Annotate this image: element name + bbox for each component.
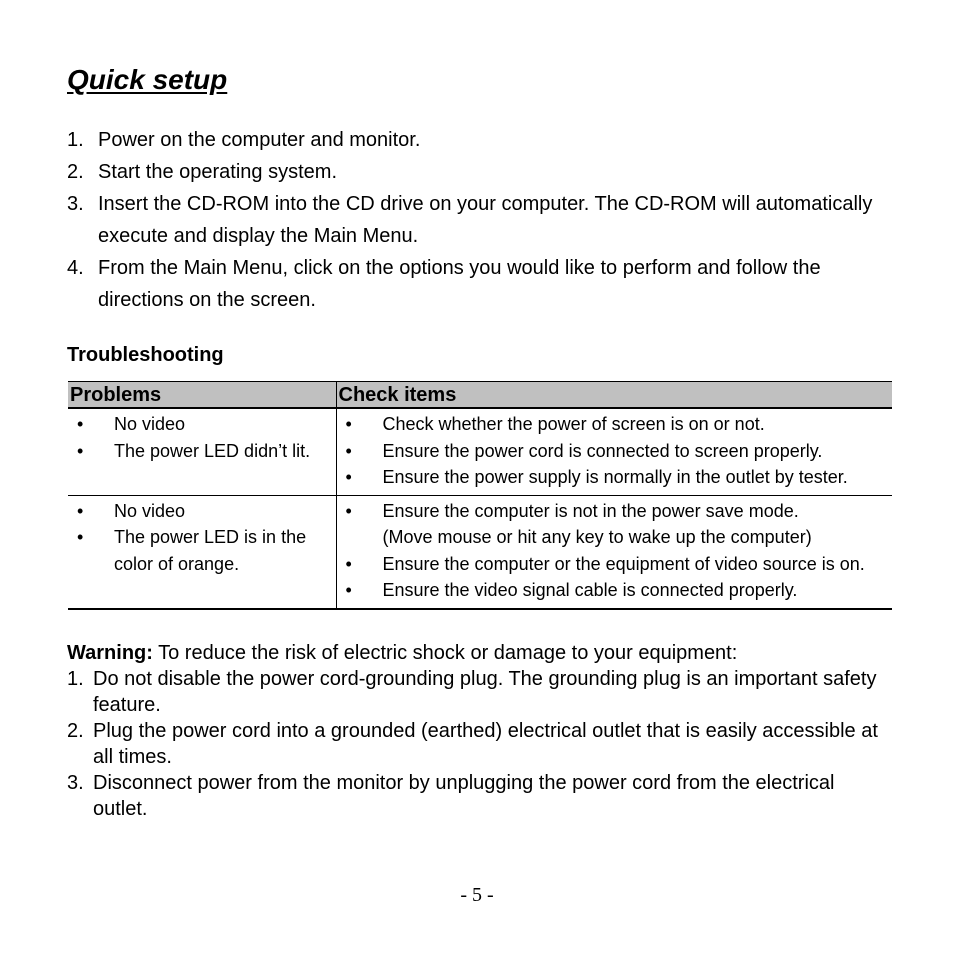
bullet-icon: • (77, 527, 84, 547)
warning-item (67, 666, 887, 718)
problems-cell (68, 408, 336, 495)
warning-item-text: Plug the power cord into a grounded (earthed) electrical outlet that is easily accessible at all times. (93, 720, 878, 768)
warning-intro-text: To reduce the risk of electric shock or damage to your equipment: (152, 642, 738, 664)
check-text: Check whether the power of screen is on or not. (382, 414, 765, 434)
setup-step (67, 156, 887, 188)
bullet-icon: • (345, 440, 352, 461)
warning-item (67, 718, 887, 770)
column-header-problems: Problems (68, 382, 336, 409)
list-item (337, 498, 893, 551)
list-item (68, 411, 336, 438)
column-header-check-items: Check items (336, 382, 892, 409)
setup-step (67, 188, 887, 252)
step-number: 2. (67, 161, 84, 183)
list-item (68, 524, 336, 577)
bullet-icon: • (77, 440, 84, 461)
bullet-icon: • (345, 580, 352, 600)
problem-text: No video (114, 500, 186, 521)
problem-text: The power LED didn’t lit. (114, 440, 311, 461)
step-text: From the Main Menu, click on the options you would like to perform and follow the directions on the screen. (98, 257, 821, 311)
setup-step (67, 124, 887, 156)
list-item (68, 438, 336, 465)
check-text: Ensure the power supply is normally in the outlet by tester. (382, 467, 848, 487)
check-text: Ensure the computer or the equipment of video source is on. (382, 553, 865, 574)
warning-item-number: 2. (67, 720, 84, 742)
warning-item-text: Disconnect power from the monitor by unplugging the power cord from the electrical outlet. (93, 772, 835, 820)
troubleshooting-heading: Troubleshooting (67, 344, 224, 366)
setup-step (67, 252, 887, 316)
problem-text: The power LED is in the color of orange. (114, 527, 307, 574)
check-text: Ensure the computer is not in the power save mode. (382, 500, 799, 521)
table-row (68, 408, 892, 495)
check-items-list (337, 498, 893, 604)
page-number: - 5 - (460, 884, 494, 906)
check-text: Ensure the video signal cable is connected properly. (382, 580, 798, 600)
step-number: 3. (67, 193, 84, 215)
bullet-icon: • (77, 414, 84, 434)
bullet-icon: • (345, 553, 352, 574)
bullet-icon: • (345, 467, 352, 487)
list-item (68, 498, 336, 525)
step-text: Power on the computer and monitor. (98, 129, 421, 151)
warning-item-number: 1. (67, 668, 84, 690)
warning-item (67, 770, 887, 822)
bullet-icon: • (345, 500, 352, 521)
list-item (337, 551, 893, 578)
warning-item-number: 3. (67, 772, 84, 794)
list-item (337, 438, 893, 465)
list-item (337, 411, 893, 438)
problems-cell (68, 495, 336, 609)
step-number: 1. (67, 129, 84, 151)
table-row (68, 495, 892, 609)
step-text: Insert the CD-ROM into the CD drive on your computer. The CD-ROM will automatically execute and display the Main Menu. (98, 193, 873, 247)
table-header-row (68, 382, 892, 409)
check-items-list (337, 411, 893, 491)
step-text: Start the operating system. (98, 161, 338, 183)
list-item (337, 464, 893, 491)
problems-list (68, 411, 336, 464)
warning-item-text: Do not disable the power cord-grounding plug. The grounding plug is an important safety feature. (93, 668, 877, 716)
warning-section (67, 640, 887, 822)
problem-text: No video (114, 414, 186, 434)
troubleshooting-table (68, 381, 892, 610)
warning-label: Warning: (67, 642, 153, 664)
setup-steps-list (67, 124, 887, 316)
page-title: Quick setup (67, 64, 228, 95)
warning-intro (67, 640, 887, 666)
step-number: 4. (67, 257, 84, 279)
list-item (337, 577, 893, 604)
check-items-cell (336, 408, 892, 495)
check-items-cell (336, 495, 892, 609)
check-text-note: (Move mouse or hit any key to wake up the computer) (382, 527, 812, 547)
check-text: Ensure the power cord is connected to screen properly. (382, 440, 823, 461)
problems-list (68, 498, 336, 578)
bullet-icon: • (345, 414, 352, 434)
bullet-icon: • (77, 500, 84, 521)
